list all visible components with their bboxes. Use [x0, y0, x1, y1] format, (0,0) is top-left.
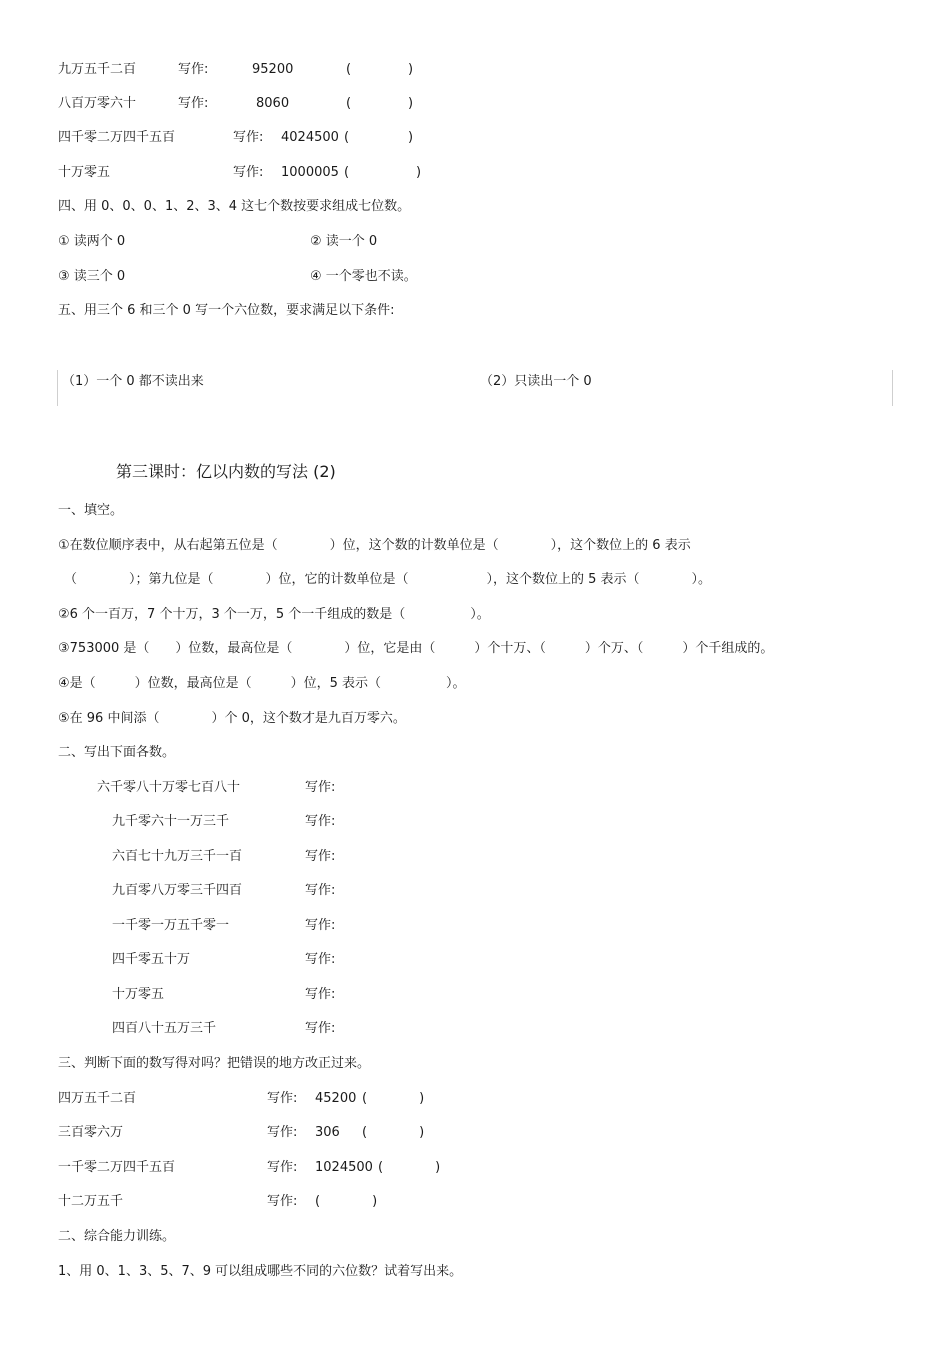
number-words: 十万零五 [112, 987, 165, 1002]
number-words: 四百八十五万三千 [112, 1021, 217, 1036]
section-heading: 五、用三个 6 和三个 0 写一个六位数，要求满足以下条件: [58, 303, 395, 318]
write-label: 写作: [178, 62, 209, 77]
write-label: 写作: [267, 1160, 298, 1175]
lesson-title: 第三课时：亿以内数的写法 (2) [116, 462, 336, 481]
question-line: 1、用 0、1、3、5、7、9 可以组成哪些不同的六位数？试着写出来。 [58, 1264, 463, 1279]
write-label: 写作: [305, 849, 336, 864]
write-label: 写作: [305, 1021, 336, 1036]
answer-paren-close: ) [408, 96, 414, 111]
number-words: 四千零五十万 [112, 952, 191, 967]
number-words: 十二万五千 [58, 1194, 124, 1209]
number-words: 四万五千二百 [58, 1091, 137, 1106]
write-label: 写作: [305, 952, 336, 967]
list-item: ① 读两个 0 [58, 234, 126, 249]
number-words: 一千零二万四千五百 [58, 1160, 176, 1175]
write-label: 写作: [233, 130, 264, 145]
written-number: 306 [315, 1125, 340, 1140]
table-border-left [57, 370, 58, 406]
question-line: ①在数位顺序表中，从右起第五位是（ ）位，这个数的计数单位是（ ），这个数位上的 6 表示 [58, 538, 691, 553]
section-heading: 四、用 0、0、0、1、2、3、4 这七个数按要求组成七位数。 [58, 199, 411, 214]
write-label: 写作: [305, 814, 336, 829]
number-words: 九千零六十一万三千 [112, 814, 230, 829]
condition-1: （1）一个 0 都不读出来 [62, 374, 204, 389]
condition-2: （2）只读出一个 0 [480, 374, 592, 389]
table-border-right [892, 370, 893, 406]
answer-paren: ( ) [362, 1091, 425, 1106]
write-label: 写作: [305, 987, 336, 1002]
number-words: 九万五千二百 [58, 62, 137, 77]
write-label: 写作: [267, 1194, 298, 1209]
written-number: 8060 [256, 96, 290, 111]
answer-paren: ( ) [362, 1125, 425, 1140]
write-label: 写作: [305, 918, 336, 933]
answer-paren-close: ) [416, 165, 422, 180]
question-line: ③753000 是（ ）位数，最高位是（ ）位，它是由（ ）个十万、（ ）个万、（ ）个千组成的。 [58, 641, 774, 656]
written-number: 1024500 [315, 1160, 373, 1175]
list-item: ④ 一个零也不读。 [310, 269, 417, 284]
written-number: 45200 [315, 1091, 357, 1106]
number-words: 九百零八万零三千四百 [112, 883, 243, 898]
answer-paren-open: ( [346, 62, 352, 77]
written-number: 1000005 [281, 165, 339, 180]
question-line: （ ）；第九位是（ ）位，它的计数单位是（ ），这个数位上的 5 表示（ ）。 [64, 572, 712, 587]
answer-paren-open: ( [344, 165, 350, 180]
section-heading: 一、填空。 [58, 503, 124, 518]
number-words: 四千零二万四千五百 [58, 130, 176, 145]
number-words: 一千零一万五千零一 [112, 918, 230, 933]
number-words: 六千零八十万零七百八十 [97, 780, 241, 795]
number-words: 十万零五 [58, 165, 111, 180]
write-label: 写作: [267, 1091, 298, 1106]
section-heading: 三、判断下面的数写得对吗？把错误的地方改正过来。 [58, 1056, 371, 1071]
answer-paren-close: ) [408, 62, 414, 77]
write-label: 写作: [178, 96, 209, 111]
answer-paren-open: ( [344, 130, 350, 145]
answer-paren: ( ) [315, 1194, 378, 1209]
written-number: 4024500 [281, 130, 339, 145]
number-words: 八百万零六十 [58, 96, 137, 111]
write-label: 写作: [305, 883, 336, 898]
section-heading: 二、综合能力训练。 [58, 1229, 176, 1244]
list-item: ② 读一个 0 [310, 234, 378, 249]
answer-paren: ( ) [378, 1160, 441, 1175]
written-number: 95200 [252, 62, 294, 77]
list-item: ③ 读三个 0 [58, 269, 126, 284]
section-heading: 二、写出下面各数。 [58, 745, 176, 760]
question-line: ⑤在 96 中间添（ ）个 0，这个数才是九百万零六。 [58, 711, 406, 726]
number-words: 六百七十九万三千一百 [112, 849, 243, 864]
question-line: ②6 个一百万，7 个十万，3 个一万，5 个一千组成的数是（ ）。 [58, 607, 490, 622]
write-label: 写作: [267, 1125, 298, 1140]
number-words: 三百零六万 [58, 1125, 124, 1140]
question-line: ④是（ ）位数，最高位是（ ）位，5 表示（ ）。 [58, 676, 466, 691]
answer-paren-open: ( [346, 96, 352, 111]
write-label: 写作: [233, 165, 264, 180]
write-label: 写作: [305, 780, 336, 795]
answer-paren-close: ) [408, 130, 414, 145]
